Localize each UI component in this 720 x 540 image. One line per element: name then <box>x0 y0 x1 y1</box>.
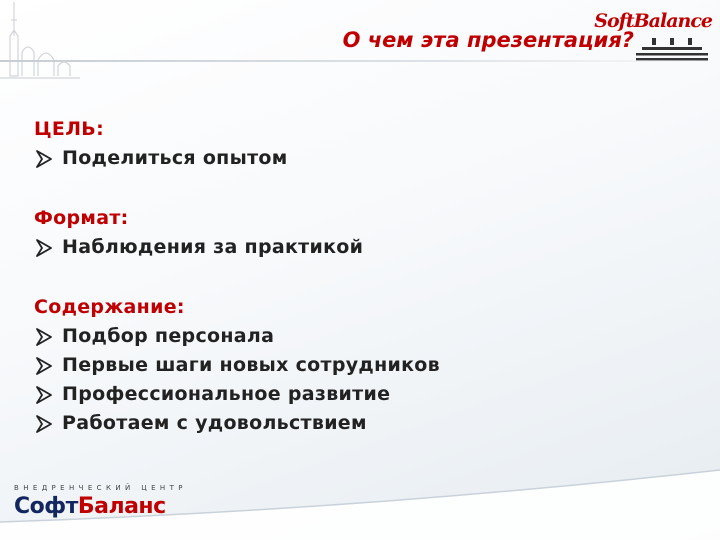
city-skyline-icon <box>0 0 80 100</box>
bullet-item <box>34 322 440 351</box>
section-content <box>34 293 440 438</box>
arrow-bullet-icon <box>34 356 54 376</box>
arrow-bullet-icon <box>34 327 54 347</box>
bullet-item <box>34 144 440 173</box>
section-format <box>34 204 440 262</box>
logo-part-soft: Софт <box>14 494 78 519</box>
softbalance-bottom-logo <box>14 484 187 519</box>
header-divider <box>0 60 720 62</box>
bullet-text: Наблюдения за практикой <box>62 236 364 258</box>
section-heading-format: Формат: <box>34 207 129 229</box>
bullet-text: Подбор персонала <box>62 325 275 347</box>
arrow-bullet-icon <box>34 385 54 405</box>
arrow-bullet-icon <box>34 238 54 258</box>
bullet-item <box>34 409 440 438</box>
logo-tagline: ВНЕДРЕНЧЕСКИЙ ЦЕНТР <box>14 484 187 492</box>
slide-content <box>34 115 440 469</box>
bullet-item <box>34 351 440 380</box>
section-heading-goal: ЦЕЛЬ: <box>34 118 104 140</box>
slide-title: О чем эта презентация? <box>342 28 634 52</box>
logo-text: SoftBalance <box>594 10 712 32</box>
bullet-text: Поделиться опытом <box>62 147 288 169</box>
bullet-text: Профессиональное развитие <box>62 383 391 405</box>
bullet-item <box>34 380 440 409</box>
section-heading-content: Содержание: <box>34 296 185 318</box>
softbalance-logo <box>594 10 714 64</box>
logo-wordmark <box>14 494 187 519</box>
arrow-bullet-icon <box>34 149 54 169</box>
logo-part-balance: Баланс <box>77 494 166 519</box>
arrow-bullet-icon <box>34 414 54 434</box>
section-goal <box>34 115 440 173</box>
bullet-text: Первые шаги новых сотрудников <box>62 354 440 376</box>
bullet-text: Работаем с удовольствием <box>62 412 367 434</box>
bullet-item <box>34 233 440 262</box>
